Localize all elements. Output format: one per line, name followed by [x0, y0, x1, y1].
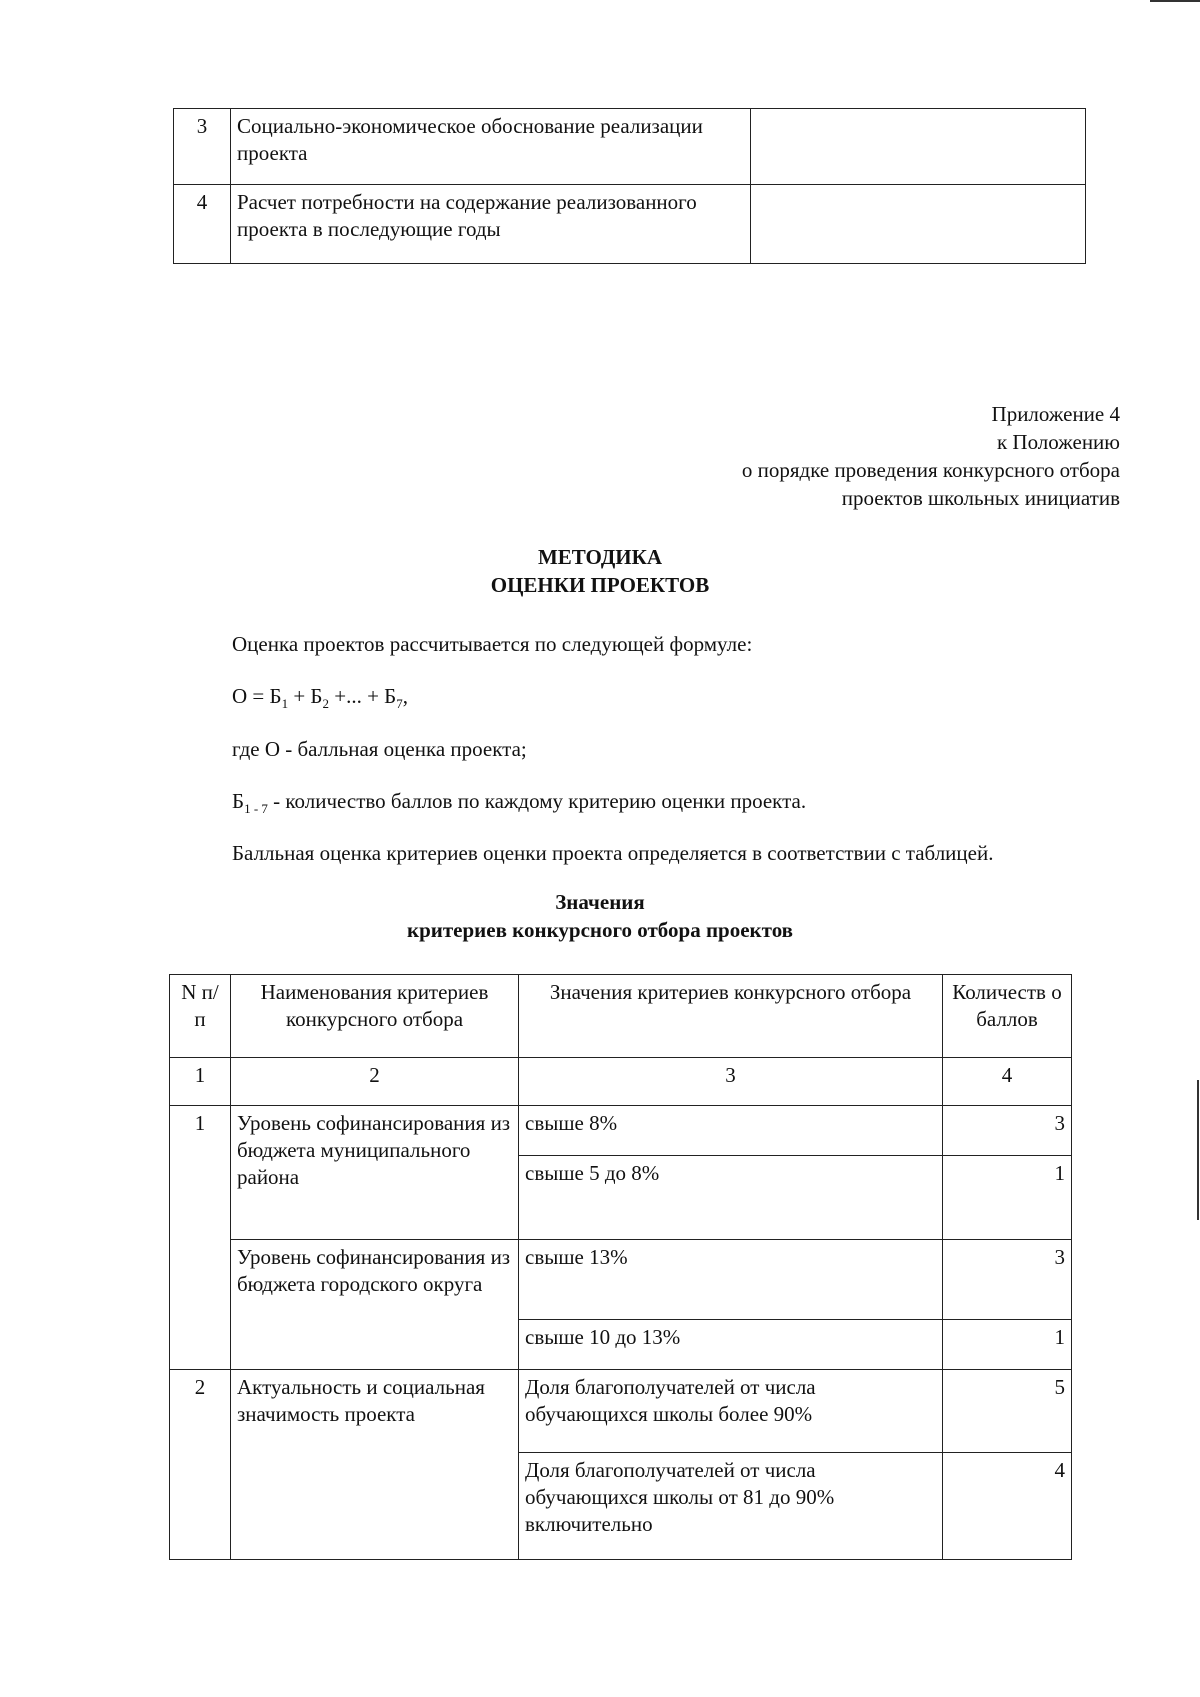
formula-sub: 7	[396, 696, 403, 712]
criterion-value: Доля благополучателей от числа обучающихся школы более 90%	[519, 1370, 943, 1453]
column-number: 2	[231, 1058, 519, 1106]
criterion-name: Уровень софинансирования из бюджета муниципального района	[231, 1106, 519, 1240]
criterion-name: Актуальность и социальная значимость проекта	[231, 1370, 519, 1560]
scan-edge-mark	[1150, 0, 1200, 2]
formula-part: ,	[402, 684, 408, 708]
table-row	[174, 109, 1086, 185]
criterion-points: 5	[943, 1370, 1072, 1453]
criteria-title	[0, 888, 1200, 944]
title-line: критериев конкурсного отбора проектов	[406, 918, 794, 942]
criterion-value: свыше 8%	[519, 1106, 943, 1156]
appendix-line: к Положению	[996, 430, 1120, 454]
title-line: ОЦЕНКИ ПРОЕКТОВ	[490, 573, 710, 597]
appendix-line: проектов школьных инициатив	[841, 486, 1120, 510]
header-values: Значения критериев конкурсного отбора	[519, 975, 943, 1058]
formula-sub: 2	[322, 696, 329, 712]
scan-edge-mark	[1197, 1080, 1199, 1220]
formula-part: О = Б	[232, 684, 282, 708]
criterion-number: 1	[170, 1106, 231, 1370]
criterion-value: Доля благополучателей от числа обучающихся школы от 81 до 90% включительно	[519, 1453, 943, 1560]
table-row	[170, 1106, 1072, 1156]
where-b	[232, 789, 806, 817]
row-value	[751, 185, 1086, 264]
appendix-line: о порядке проведения конкурсного отбора	[741, 458, 1120, 482]
header-points: Количеств о баллов	[943, 975, 1072, 1058]
row-value	[751, 109, 1086, 185]
header-name: Наименования критериев конкурсного отбора	[231, 975, 519, 1058]
criterion-points: 1	[943, 1156, 1072, 1240]
criterion-name: Уровень софинансирования из бюджета городского округа	[231, 1240, 519, 1370]
where-b-text: - количество баллов по каждому критерию оценки проекта.	[267, 789, 807, 813]
row-number: 3	[174, 109, 231, 185]
header-row	[170, 975, 1072, 1058]
column-number: 3	[519, 1058, 943, 1106]
criteria-table	[169, 974, 1072, 1560]
table-row	[170, 1370, 1072, 1453]
intro-paragraph: Оценка проектов рассчитывается по следующей формуле:	[232, 632, 753, 656]
criterion-value: свыше 10 до 13%	[519, 1320, 943, 1370]
formula-sub: 1	[281, 696, 289, 712]
table-reference: Балльная оценка критериев оценки проекта определяется в соответствии с таблицей.	[232, 841, 994, 865]
row-number: 4	[174, 185, 231, 264]
criterion-value: свыше 13%	[519, 1240, 943, 1320]
criterion-points: 1	[943, 1320, 1072, 1370]
document-title	[0, 543, 1200, 599]
header-num: N п/п	[170, 975, 231, 1058]
criterion-value: свыше 5 до 8%	[519, 1156, 943, 1240]
appendix-header	[742, 400, 1120, 512]
row-name: Расчет потребности на содержание реализованного проекта в последующие годы	[231, 185, 751, 264]
criterion-number: 2	[170, 1370, 231, 1560]
where-b-prefix: Б	[232, 789, 245, 813]
appendix-line: Приложение 4	[991, 402, 1120, 426]
formula	[232, 684, 408, 712]
criterion-points: 4	[943, 1453, 1072, 1560]
column-number: 1	[170, 1058, 231, 1106]
row-name: Социально-экономическое обоснование реализации проекта	[231, 109, 751, 185]
column-number: 4	[943, 1058, 1072, 1106]
table-row	[170, 1240, 1072, 1320]
title-line: Значения	[555, 890, 645, 914]
criterion-points: 3	[943, 1240, 1072, 1320]
column-number-row	[170, 1058, 1072, 1106]
formula-part: +... + Б	[328, 684, 397, 708]
criterion-points: 3	[943, 1106, 1072, 1156]
top-table	[173, 108, 1086, 264]
table-row	[174, 185, 1086, 264]
where-b-sub: 1 - 7	[244, 801, 268, 817]
title-line: МЕТОДИКА	[537, 545, 663, 569]
formula-part: + Б	[288, 684, 323, 708]
where-o: где О - балльная оценка проекта;	[232, 737, 527, 761]
